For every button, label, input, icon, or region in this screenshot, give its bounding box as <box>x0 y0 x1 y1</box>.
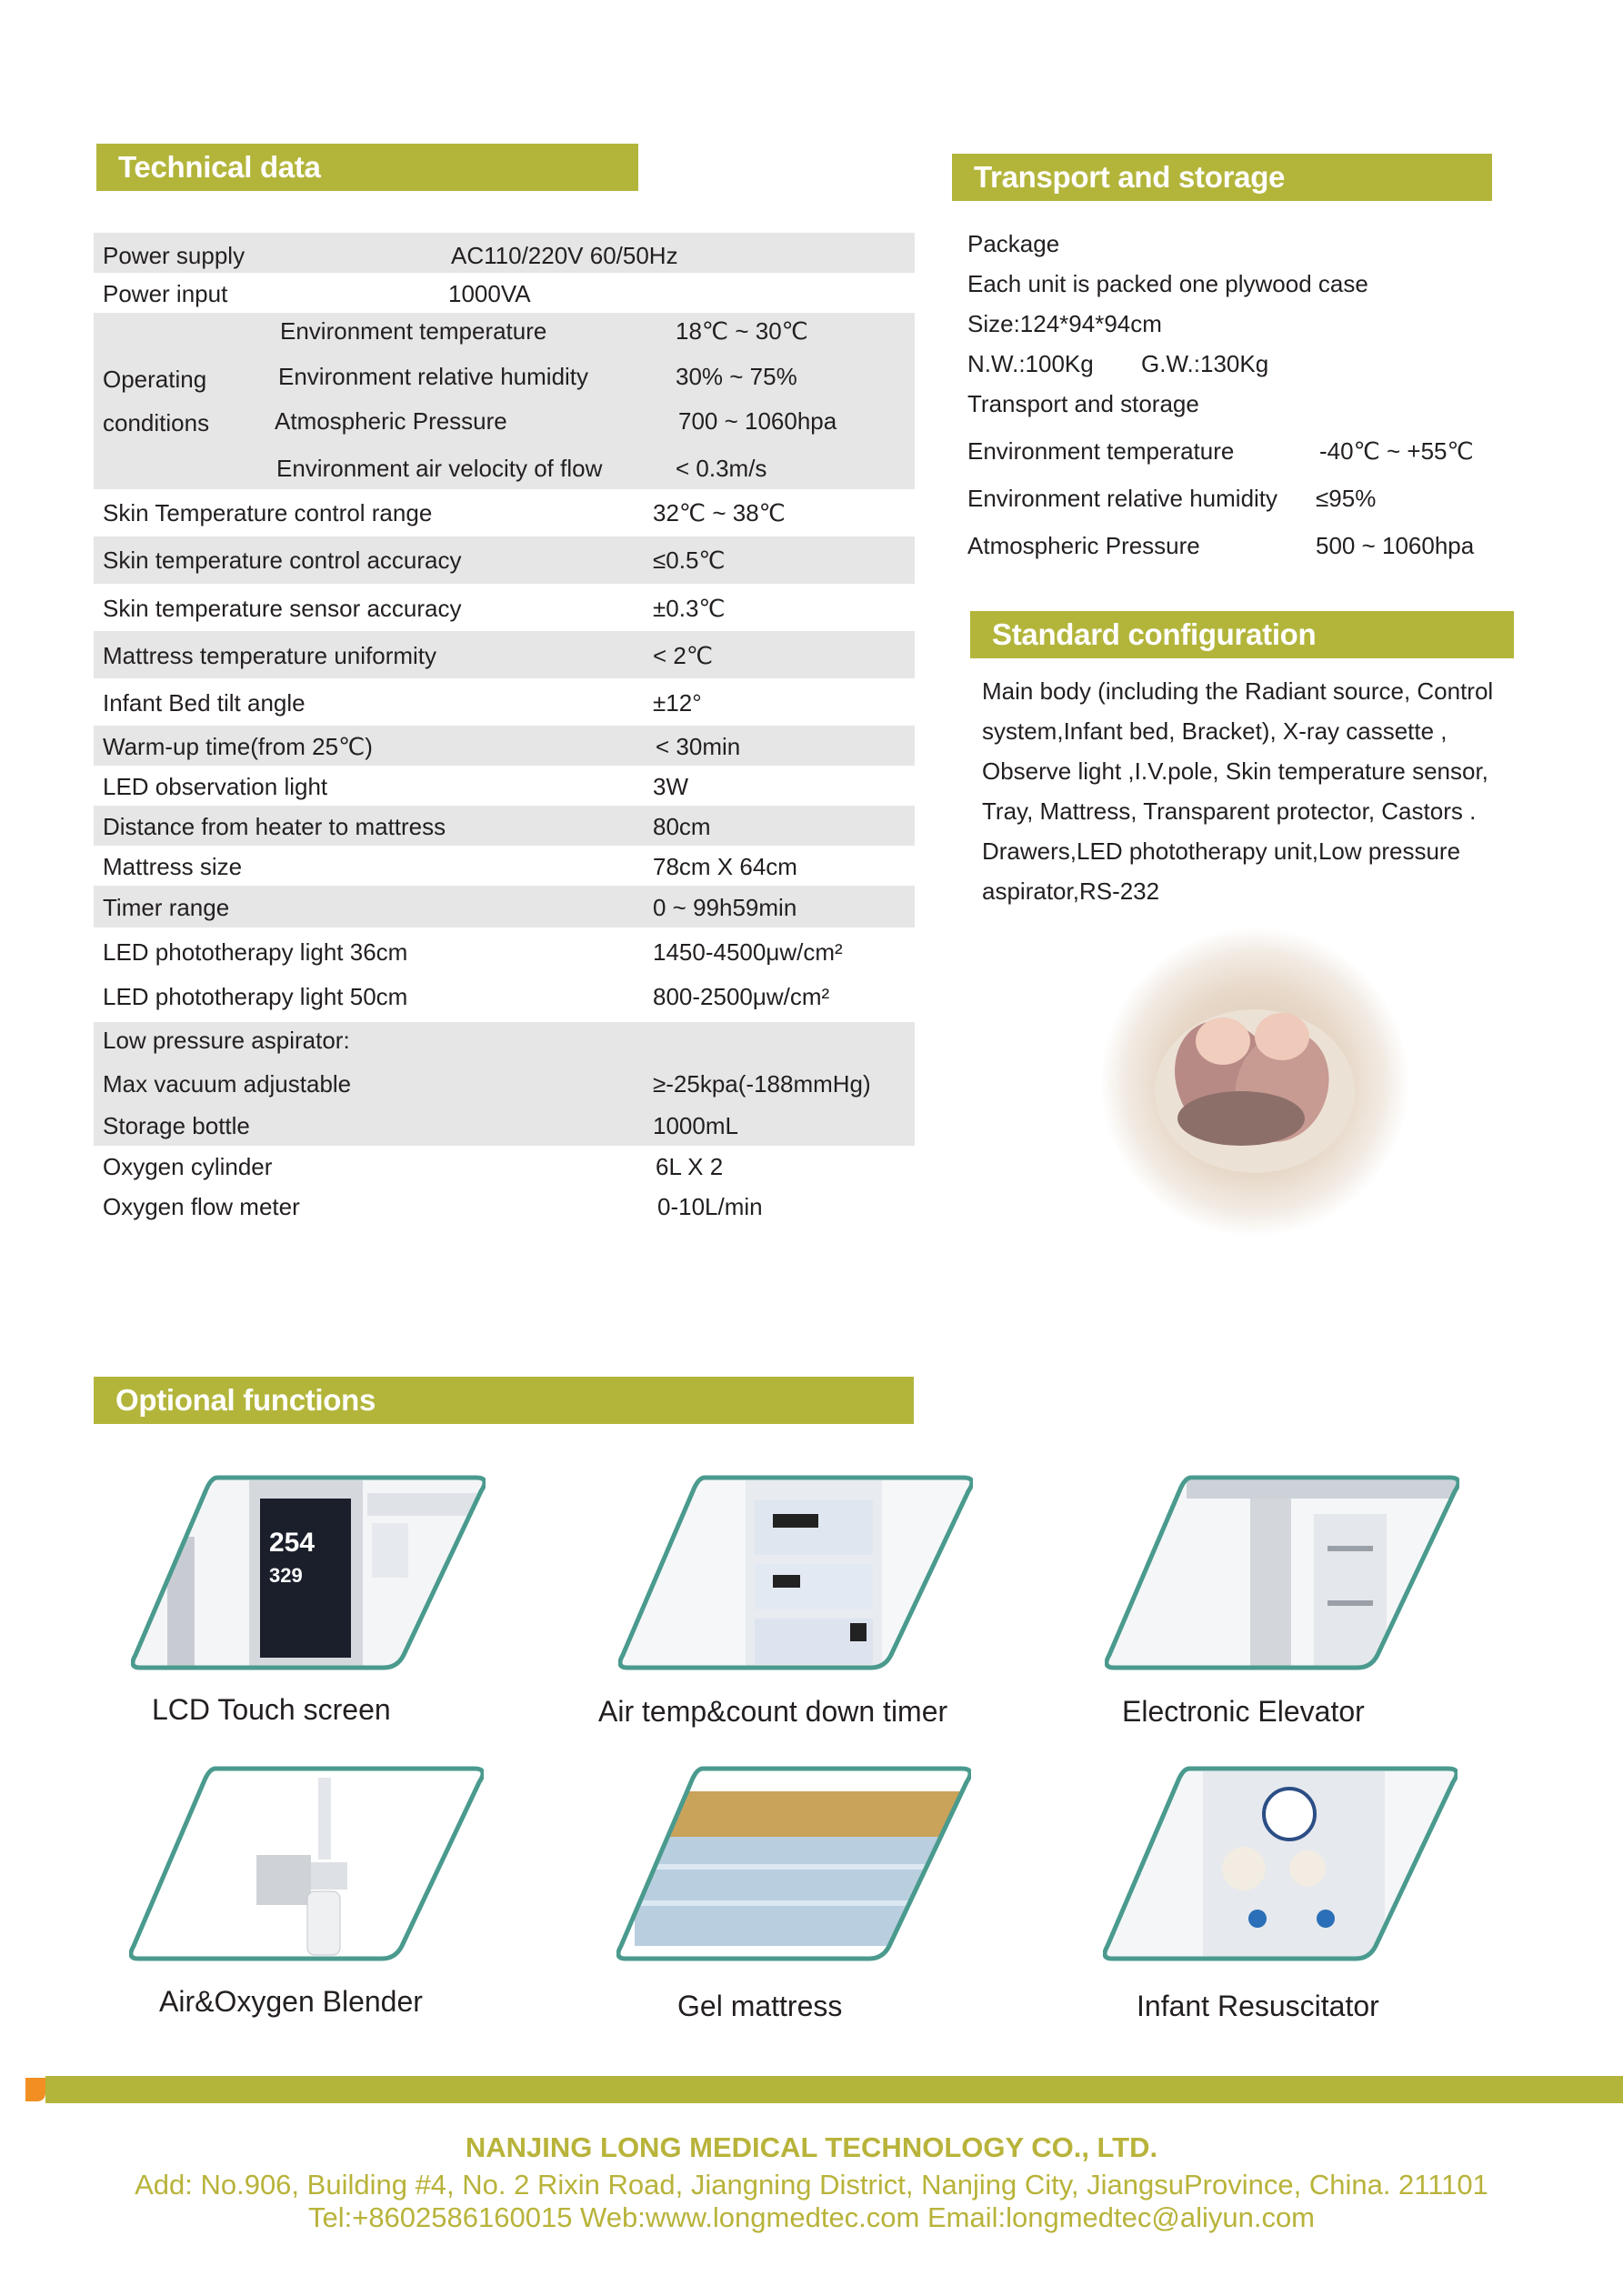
operating-row-value: 700 ~ 1060hpa <box>678 407 837 435</box>
option-card-elevator <box>1105 1473 1459 1673</box>
technical-data-table <box>94 233 915 1226</box>
row-value: 6L X 2 <box>656 1153 724 1180</box>
row-value: < 30min <box>656 733 741 760</box>
row-label: Max vacuum adjustable <box>103 1070 352 1098</box>
row-value: ±0.3℃ <box>653 595 726 622</box>
table-row <box>94 536 915 584</box>
option-card-air-temp <box>618 1473 973 1673</box>
transport-subheading: Transport and storage <box>967 390 1199 417</box>
row-label: LED phototherapy light 50cm <box>103 983 408 1010</box>
row-label: Distance from heater to mattress <box>103 813 446 840</box>
newborn-photo <box>1096 923 1414 1241</box>
row-value: 800-2500μw/cm² <box>653 983 830 1010</box>
elevator-photo <box>1105 1473 1459 1673</box>
transport-gross-weight: G.W.:130Kg <box>1141 350 1269 377</box>
aspirator-block <box>94 1022 915 1146</box>
transport-size: Size:124*94*94cm <box>967 310 1162 337</box>
row-label: Infant Bed tilt angle <box>103 689 306 717</box>
row-label: LED observation light <box>103 773 328 800</box>
control-panel-photo <box>618 1473 973 1673</box>
operating-label: conditions <box>103 409 210 436</box>
config-line: system,Infant bed, Bracket), X-ray cassette , <box>982 717 1448 745</box>
row-label: Warm-up time(from 25℃) <box>103 733 373 760</box>
option-label-gel: Gel mattress <box>677 1990 843 2022</box>
table-row <box>94 233 915 273</box>
config-line: Tray, Mattress, Transparent protector, Castors . <box>982 797 1477 825</box>
transport-packed: Each unit is packed one plywood case <box>967 270 1368 297</box>
table-row <box>94 927 915 975</box>
row-label: Low pressure aspirator: <box>103 1027 350 1054</box>
section-header-technical-data: Technical data <box>96 144 638 191</box>
option-card-resuscitator <box>1103 1764 1458 1964</box>
operating-conditions-block <box>94 313 915 489</box>
footer-company: NANJING LONG MEDICAL TECHNOLOGY CO., LTD. <box>465 2131 1158 2163</box>
row-value: ≥-25kpa(-188mmHg) <box>653 1070 871 1098</box>
row-value: 0 ~ 99h59min <box>653 894 797 921</box>
row-label: Mattress size <box>103 853 243 880</box>
row-value: 1000mL <box>653 1112 738 1139</box>
transport-atm-value: 500 ~ 1060hpa <box>1316 532 1475 559</box>
row-value: ±12° <box>653 689 702 717</box>
operating-row-label: Environment temperature <box>280 317 547 345</box>
option-card-lcd <box>131 1473 486 1673</box>
section-header-standard: Standard configuration <box>970 611 1514 658</box>
table-row <box>94 631 915 678</box>
option-label-elevator: Electronic Elevator <box>1122 1695 1365 1728</box>
row-value: 80cm <box>653 813 711 840</box>
option-label-resuscitator: Infant Resuscitator <box>1137 1990 1379 2022</box>
row-value: 1450-4500μw/cm² <box>653 938 843 966</box>
section-header-transport: Transport and storage <box>952 154 1492 201</box>
table-row <box>94 806 915 846</box>
row-label: Skin Temperature control range <box>103 499 433 526</box>
operating-row-label: Environment relative humidity <box>278 363 589 390</box>
operating-row-value: < 0.3m/s <box>676 455 767 482</box>
table-row <box>94 886 915 927</box>
row-label: Oxygen flow meter <box>103 1193 300 1220</box>
table-row <box>94 584 915 631</box>
table-row <box>94 1146 915 1186</box>
operating-row-label: Environment air velocity of flow <box>276 455 603 482</box>
row-label: LED phototherapy light 36cm <box>103 938 408 966</box>
table-row <box>94 489 915 536</box>
lcd-reading-large: 254 <box>269 1528 316 1558</box>
option-label-air-temp: Air temp&count down timer <box>598 1695 948 1728</box>
option-card-gel <box>616 1764 971 1964</box>
lcd-reading-small: 329 <box>269 1564 303 1587</box>
transport-atm-label: Atmospheric Pressure <box>967 532 1200 559</box>
config-line: Main body (including the Radiant source, Control <box>982 677 1494 705</box>
row-label: Oxygen cylinder <box>103 1153 273 1180</box>
row-value: 0-10L/min <box>657 1193 763 1220</box>
row-value: 78cm X 64cm <box>653 853 797 880</box>
row-value: 1000VA <box>448 280 531 307</box>
option-card-blender <box>129 1764 484 1964</box>
operating-row-value: 30% ~ 75% <box>676 363 797 390</box>
transport-env-hum-value: ≤95% <box>1316 485 1377 512</box>
resuscitator-photo <box>1103 1764 1458 1964</box>
option-label-lcd: LCD Touch screen <box>152 1693 391 1726</box>
transport-net-weight: N.W.:100Kg <box>967 350 1094 377</box>
option-label-blender: Air&Oxygen Blender <box>159 1985 423 2018</box>
config-line: Observe light ,I.V.pole, Skin temperature sensor, <box>982 757 1488 785</box>
table-row <box>94 846 915 886</box>
row-value: < 2℃ <box>653 642 714 669</box>
transport-env-temp-value: -40℃ ~ +55℃ <box>1319 437 1474 465</box>
config-line: Drawers,LED phototherapy unit,Low pressure <box>982 837 1461 865</box>
config-line: aspirator,RS-232 <box>982 877 1160 905</box>
operating-label: Operating <box>103 366 207 393</box>
table-row <box>94 1186 915 1226</box>
row-value: AC110/220V 60/50Hz <box>451 242 678 269</box>
lcd-screen-photo <box>131 1473 486 1673</box>
operating-row-value: 18℃ ~ 30℃ <box>676 317 808 345</box>
operating-row-label: Atmospheric Pressure <box>275 407 507 435</box>
row-value: ≤0.5℃ <box>653 546 726 574</box>
section-header-optional: Optional functions <box>94 1377 914 1424</box>
table-row <box>94 273 915 313</box>
row-label: Skin temperature control accuracy <box>103 546 462 574</box>
table-row <box>94 766 915 806</box>
transport-env-temp-label: Environment temperature <box>967 437 1235 465</box>
transport-package: Package <box>967 230 1060 257</box>
gel-mattress-photo <box>616 1764 971 1964</box>
table-row <box>94 726 915 766</box>
row-label: Skin temperature sensor accuracy <box>103 595 462 622</box>
table-row <box>94 975 915 1022</box>
blender-photo <box>129 1764 484 1964</box>
row-value: 32℃ ~ 38℃ <box>653 499 786 526</box>
row-label: Timer range <box>103 894 230 921</box>
row-label: Power supply <box>103 242 245 269</box>
footer-bar <box>45 2076 1623 2103</box>
footer-address: Add: No.906, Building #4, No. 2 Rixin Road, Jiangning District, Nanjing City, JiangsuProvince, China. 211101 <box>135 2169 1488 2201</box>
row-label: Mattress temperature uniformity <box>103 642 437 669</box>
row-label: Storage bottle <box>103 1112 250 1139</box>
transport-env-hum-label: Environment relative humidity <box>967 485 1278 512</box>
row-value: 3W <box>653 773 688 800</box>
row-label: Power input <box>103 280 228 307</box>
table-row <box>94 678 915 726</box>
footer-contact: Tel:+8602586160015 Web:www.longmedtec.com Email:longmedtec@aliyun.com <box>307 2201 1316 2233</box>
